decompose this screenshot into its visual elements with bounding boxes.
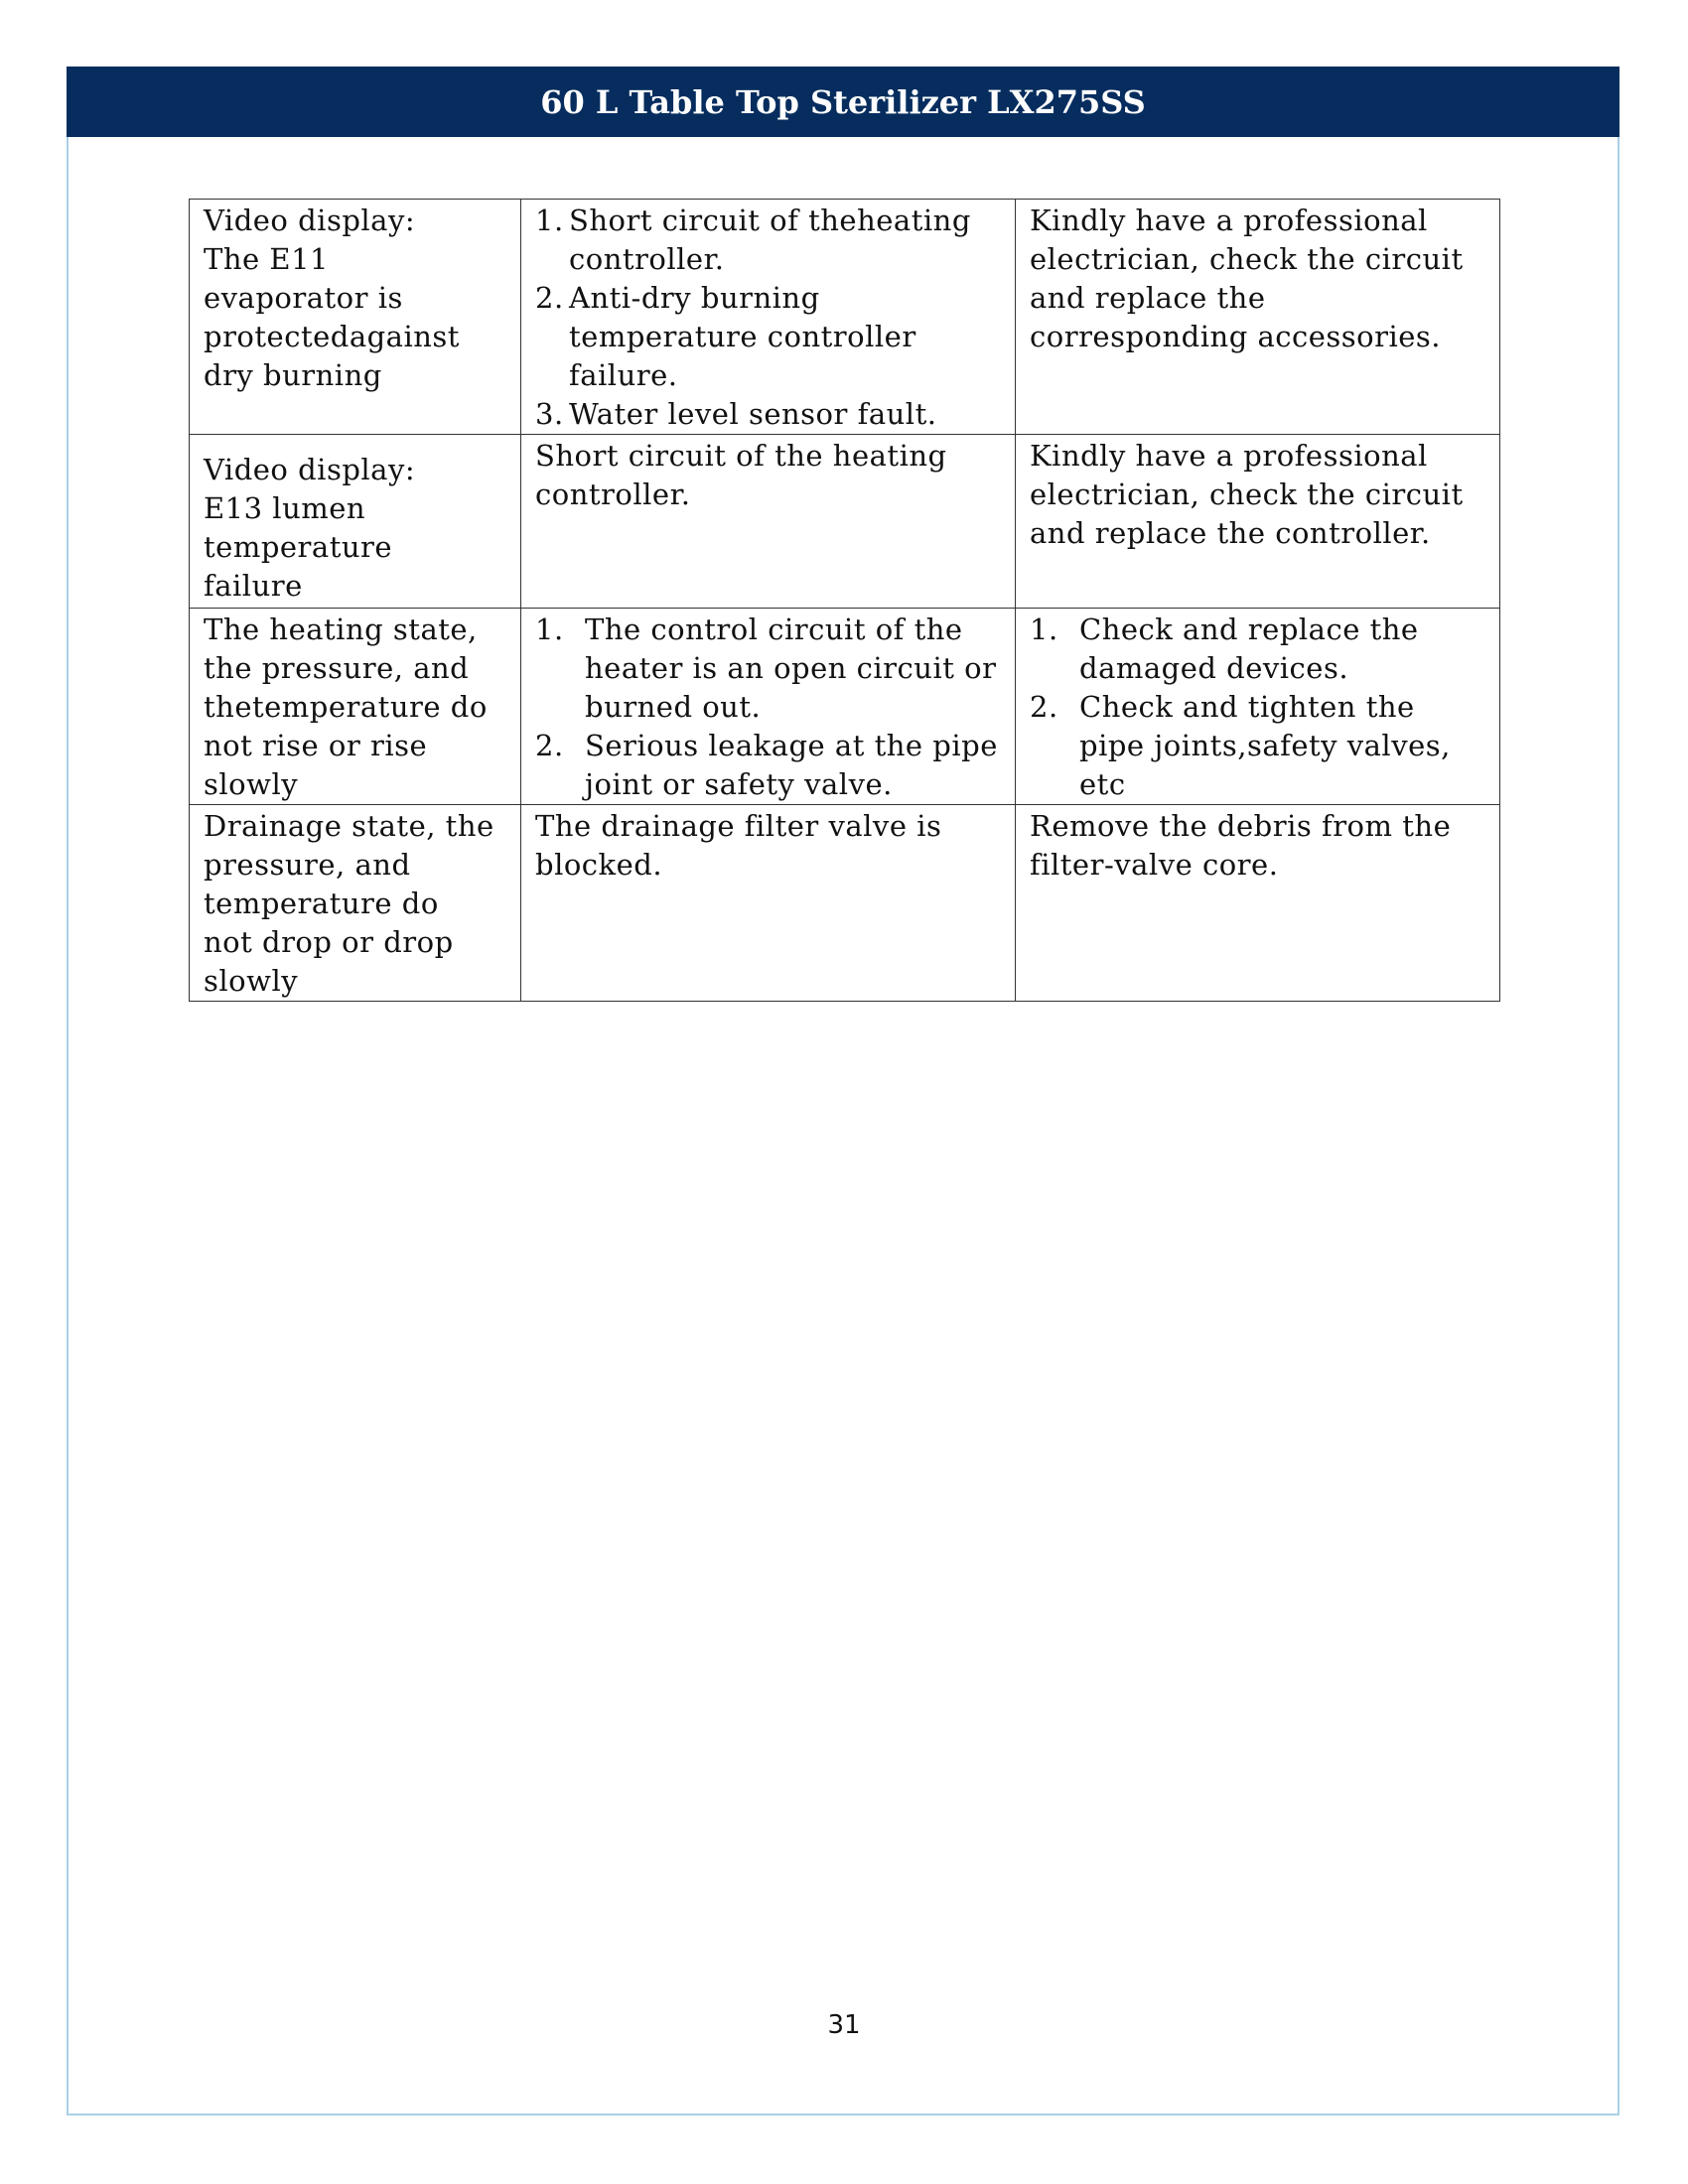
- cause-cell: [521, 805, 1016, 1002]
- cause-list: [535, 611, 1001, 804]
- cause-text: Short circuit of the heating controller.: [535, 439, 947, 511]
- list-number: 2.: [535, 729, 564, 762]
- list-item: [535, 395, 1001, 434]
- solution-cell: [1016, 609, 1500, 805]
- list-item: [535, 611, 1001, 727]
- list-item: [535, 202, 1001, 279]
- cause-cell: [521, 609, 1016, 805]
- list-item: [535, 279, 1001, 395]
- list-number: 2.: [1030, 690, 1058, 724]
- list-item: [1030, 688, 1485, 804]
- solution-cell: [1016, 435, 1500, 609]
- symptom-text: The heating state, the pressure, and thetemperature do not rise or rise slowly: [204, 613, 488, 801]
- table-row: [190, 609, 1500, 805]
- symptom-cell: [190, 609, 521, 805]
- page-number: 31: [827, 2010, 861, 2040]
- symptom-text: Video display: The E11 evaporator is protectedagainst dry burning: [204, 204, 460, 392]
- list-text: Check and tighten the pipe joints,safety valves, etc: [1079, 690, 1451, 801]
- symptom-text: Drainage state, the pressure, and temperature do not drop or drop slowly: [204, 809, 494, 998]
- cause-text: The drainage filter valve is blocked.: [535, 809, 942, 882]
- symptom-cell: [190, 435, 521, 609]
- solution-cell: [1016, 805, 1500, 1002]
- troubleshooting-table: [189, 199, 1500, 1002]
- symptom-text: Video display: E13 lumen temperature failure: [204, 453, 416, 603]
- solution-text: Remove the debris from the filter-valve core.: [1030, 809, 1452, 882]
- table-row: [190, 805, 1500, 1002]
- list-text: Check and replace the damaged devices.: [1079, 613, 1419, 685]
- symptom-cell: [190, 200, 521, 435]
- table-row: [190, 435, 1500, 609]
- cause-cell: [521, 435, 1016, 609]
- solution-list: [1030, 611, 1485, 804]
- solution-cell: [1016, 200, 1500, 435]
- list-number: 3.: [535, 397, 564, 431]
- solution-text: Kindly have a professional electrician, check the circuit and replace the controller.: [1030, 439, 1464, 550]
- cause-cell: [521, 200, 1016, 435]
- page-title: 60 L Table Top Sterilizer LX275SS: [540, 82, 1146, 121]
- list-number: 1.: [535, 204, 564, 237]
- list-text: Short circuit of theheating controller.: [569, 204, 971, 276]
- list-item: [535, 727, 1001, 804]
- list-text: The control circuit of the heater is an open circuit or burned out.: [585, 613, 997, 724]
- solution-text: Kindly have a professional electrician, check the circuit and replace the corresponding accessories.: [1030, 204, 1464, 353]
- list-text: Water level sensor fault.: [569, 397, 937, 431]
- header-bar: [67, 67, 1619, 137]
- list-text: Anti-dry burning temperature controller failure.: [569, 281, 916, 392]
- cause-list: [535, 202, 1001, 434]
- symptom-cell: [190, 805, 521, 1002]
- list-number: 1.: [1030, 613, 1058, 646]
- list-number: 2.: [535, 281, 564, 315]
- list-text: Serious leakage at the pipe joint or safety valve.: [585, 729, 998, 801]
- list-number: 1.: [535, 613, 564, 646]
- table-row: [190, 200, 1500, 435]
- list-item: [1030, 611, 1485, 688]
